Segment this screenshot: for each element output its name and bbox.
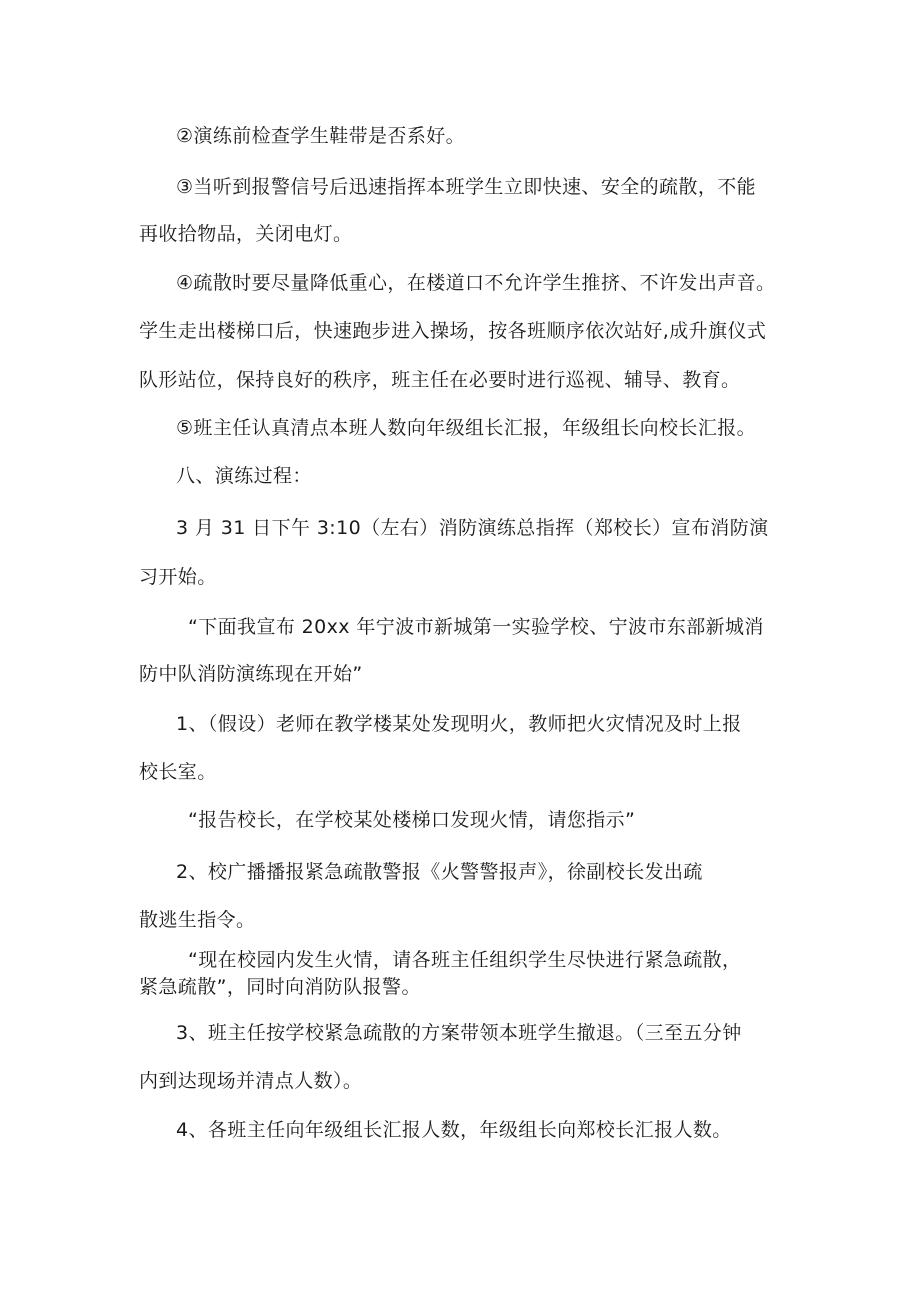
text-line: 3 月 31 日下午 3:10（左右）消防演练总指挥（郑校长）宣布消防演 bbox=[176, 517, 769, 539]
quote-line: 紧急疏散”，同时向消防队报警。 bbox=[139, 976, 421, 998]
quote-line: “现在校园内发生火情，请各班主任组织学生尽快进行紧急疏散， bbox=[188, 949, 742, 971]
text-line: ④疏散时要尽量降低重心，在楼道口不允许学生推挤、不许发出声音。 bbox=[176, 272, 776, 294]
text-line: 队形站位，保持良好的秩序，班主任在必要时进行巡视、辅导、教育。 bbox=[139, 369, 741, 391]
quote-line: “报告校长，在学校某处楼梯口发现火情，请您指示” bbox=[188, 809, 636, 831]
text-line: 内到达现场并清点人数）。 bbox=[139, 1070, 363, 1092]
text-line: 再收拾物品，关闭电灯。 bbox=[139, 223, 353, 245]
text-line: ②演练前检查学生鞋带是否系好。 bbox=[176, 125, 466, 147]
text-line: ⑤班主任认真清点本班人数向年级组长汇报，年级组长向校长汇报。 bbox=[176, 417, 757, 439]
text-line: 1、（假设）老师在教学楼某处发现明火，教师把火灾情况及时上报 bbox=[176, 713, 742, 735]
text-line: ③当听到报警信号后迅速指挥本班学生立即快速、安全的疏散，不能 bbox=[176, 176, 757, 198]
text-line: 学生走出楼梯口后，快速跑步进入操场，按各班顺序依次站好,成升旗仪式 bbox=[139, 320, 767, 342]
section-heading: 八、演练过程： bbox=[176, 465, 312, 487]
text-line: 校长室。 bbox=[139, 761, 217, 783]
quote-line: “下面我宣布 20xx 年宁波市新城第一实验学校、宁波市东部新城消 bbox=[188, 616, 764, 638]
text-line: 3、班主任按学校紧急疏散的方案带领本班学生撤退。（三至五分钟 bbox=[176, 1022, 742, 1044]
quote-line: 防中队消防演练现在开始” bbox=[139, 663, 363, 685]
text-line: 4、各班主任向年级组长汇报人数，年级组长向郑校长汇报人数。 bbox=[176, 1119, 732, 1141]
text-line: 习开始。 bbox=[139, 566, 217, 588]
text-line: 散逃生指令。 bbox=[139, 909, 256, 931]
text-line: 2、校广播播报紧急疏散警报《火警警报声》，徐副校长发出疏 bbox=[176, 861, 703, 883]
